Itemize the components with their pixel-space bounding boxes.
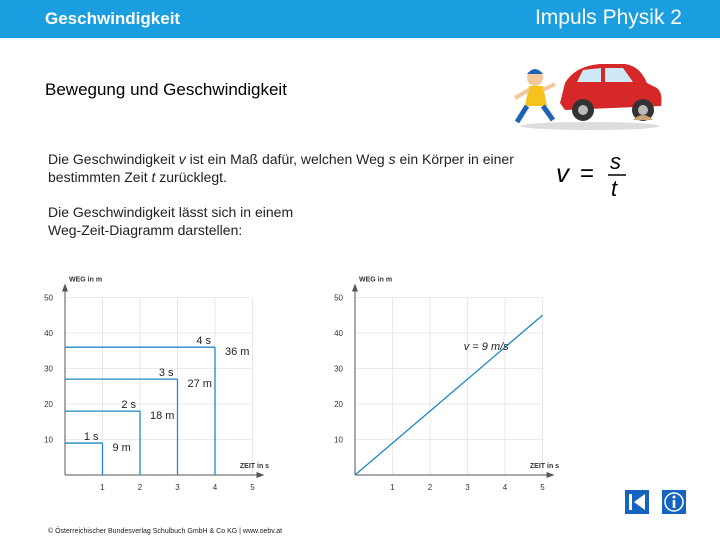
back-icon[interactable] — [625, 490, 649, 514]
formula-s: s — [610, 149, 621, 174]
formula-equals: = — [580, 160, 595, 187]
y-tick-label: 30 — [44, 364, 53, 374]
x-axis-label: ZEIT in s — [529, 463, 560, 470]
time-label: 3 s — [158, 367, 174, 380]
formula-t: t — [611, 176, 618, 200]
distance-time-chart-steps — [30, 265, 270, 500]
x-tick-label: 1 — [100, 483, 105, 492]
x-tick-label: 3 — [465, 483, 470, 492]
x-axis-arrow — [257, 472, 265, 478]
y-tick-label: 20 — [334, 400, 343, 409]
distance-time-line — [355, 315, 543, 475]
diagram-intro: Die Geschwindigkeit lässt sich in einem Weg-Zeit-Diagramm darstellen: — [48, 204, 294, 238]
y-axis-label: WEG in m — [359, 276, 393, 284]
distance-time-chart-line — [315, 265, 560, 500]
formula-v: v — [556, 158, 569, 188]
x-tick-label: 4 — [502, 483, 508, 492]
velocity-annotation: v = 9 m/s — [463, 341, 509, 354]
velocity-formula — [556, 148, 636, 200]
book-title: Impuls Physik 2 — [534, 6, 682, 29]
time-label: 1 s — [83, 431, 99, 444]
y-tick-label: 30 — [334, 364, 343, 374]
y-axis-label: WEG in m — [69, 276, 103, 284]
car-illustration — [505, 48, 667, 133]
distance-label: 9 m — [112, 442, 131, 455]
distance-label: 18 m — [150, 410, 175, 423]
definition-text: Die Geschwindigkeit v ist ein Maß dafür, welchen Weg s ein Körper in einer bestimmten Zeit t zurücklegt. — [48, 151, 514, 185]
y-axis-arrow — [352, 284, 358, 292]
x-tick-label: 2 — [137, 483, 143, 492]
x-tick-label: 1 — [390, 483, 395, 492]
copyright: © Österreichischer Bundesverlag Schulbuch GmbH & Co KG | www.oebv.at — [48, 528, 283, 535]
distance-label: 36 m — [225, 346, 250, 359]
x-tick-label: 2 — [427, 483, 433, 492]
x-axis-arrow — [547, 472, 555, 478]
y-axis-arrow — [62, 284, 68, 292]
y-tick-label: 10 — [334, 435, 343, 445]
y-tick-label: 50 — [44, 293, 53, 303]
section-title: Geschwindigkeit — [45, 9, 181, 28]
x-axis-label: ZEIT in s — [239, 463, 270, 470]
info-icon[interactable] — [662, 490, 686, 514]
distance-label: 27 m — [187, 378, 212, 391]
y-tick-label: 40 — [44, 329, 53, 338]
y-tick-label: 10 — [44, 435, 53, 445]
x-tick-label: 4 — [212, 483, 218, 492]
y-tick-label: 20 — [44, 400, 53, 409]
slide-title: Bewegung und Geschwindigkeit — [45, 80, 287, 99]
y-tick-label: 40 — [334, 329, 343, 338]
y-tick-label: 50 — [334, 293, 343, 303]
x-tick-label: 5 — [540, 483, 545, 492]
header-bar — [0, 0, 720, 38]
time-label: 2 s — [121, 399, 136, 412]
time-label: 4 s — [196, 335, 211, 348]
x-tick-label: 5 — [250, 483, 255, 492]
x-tick-label: 3 — [175, 483, 180, 492]
